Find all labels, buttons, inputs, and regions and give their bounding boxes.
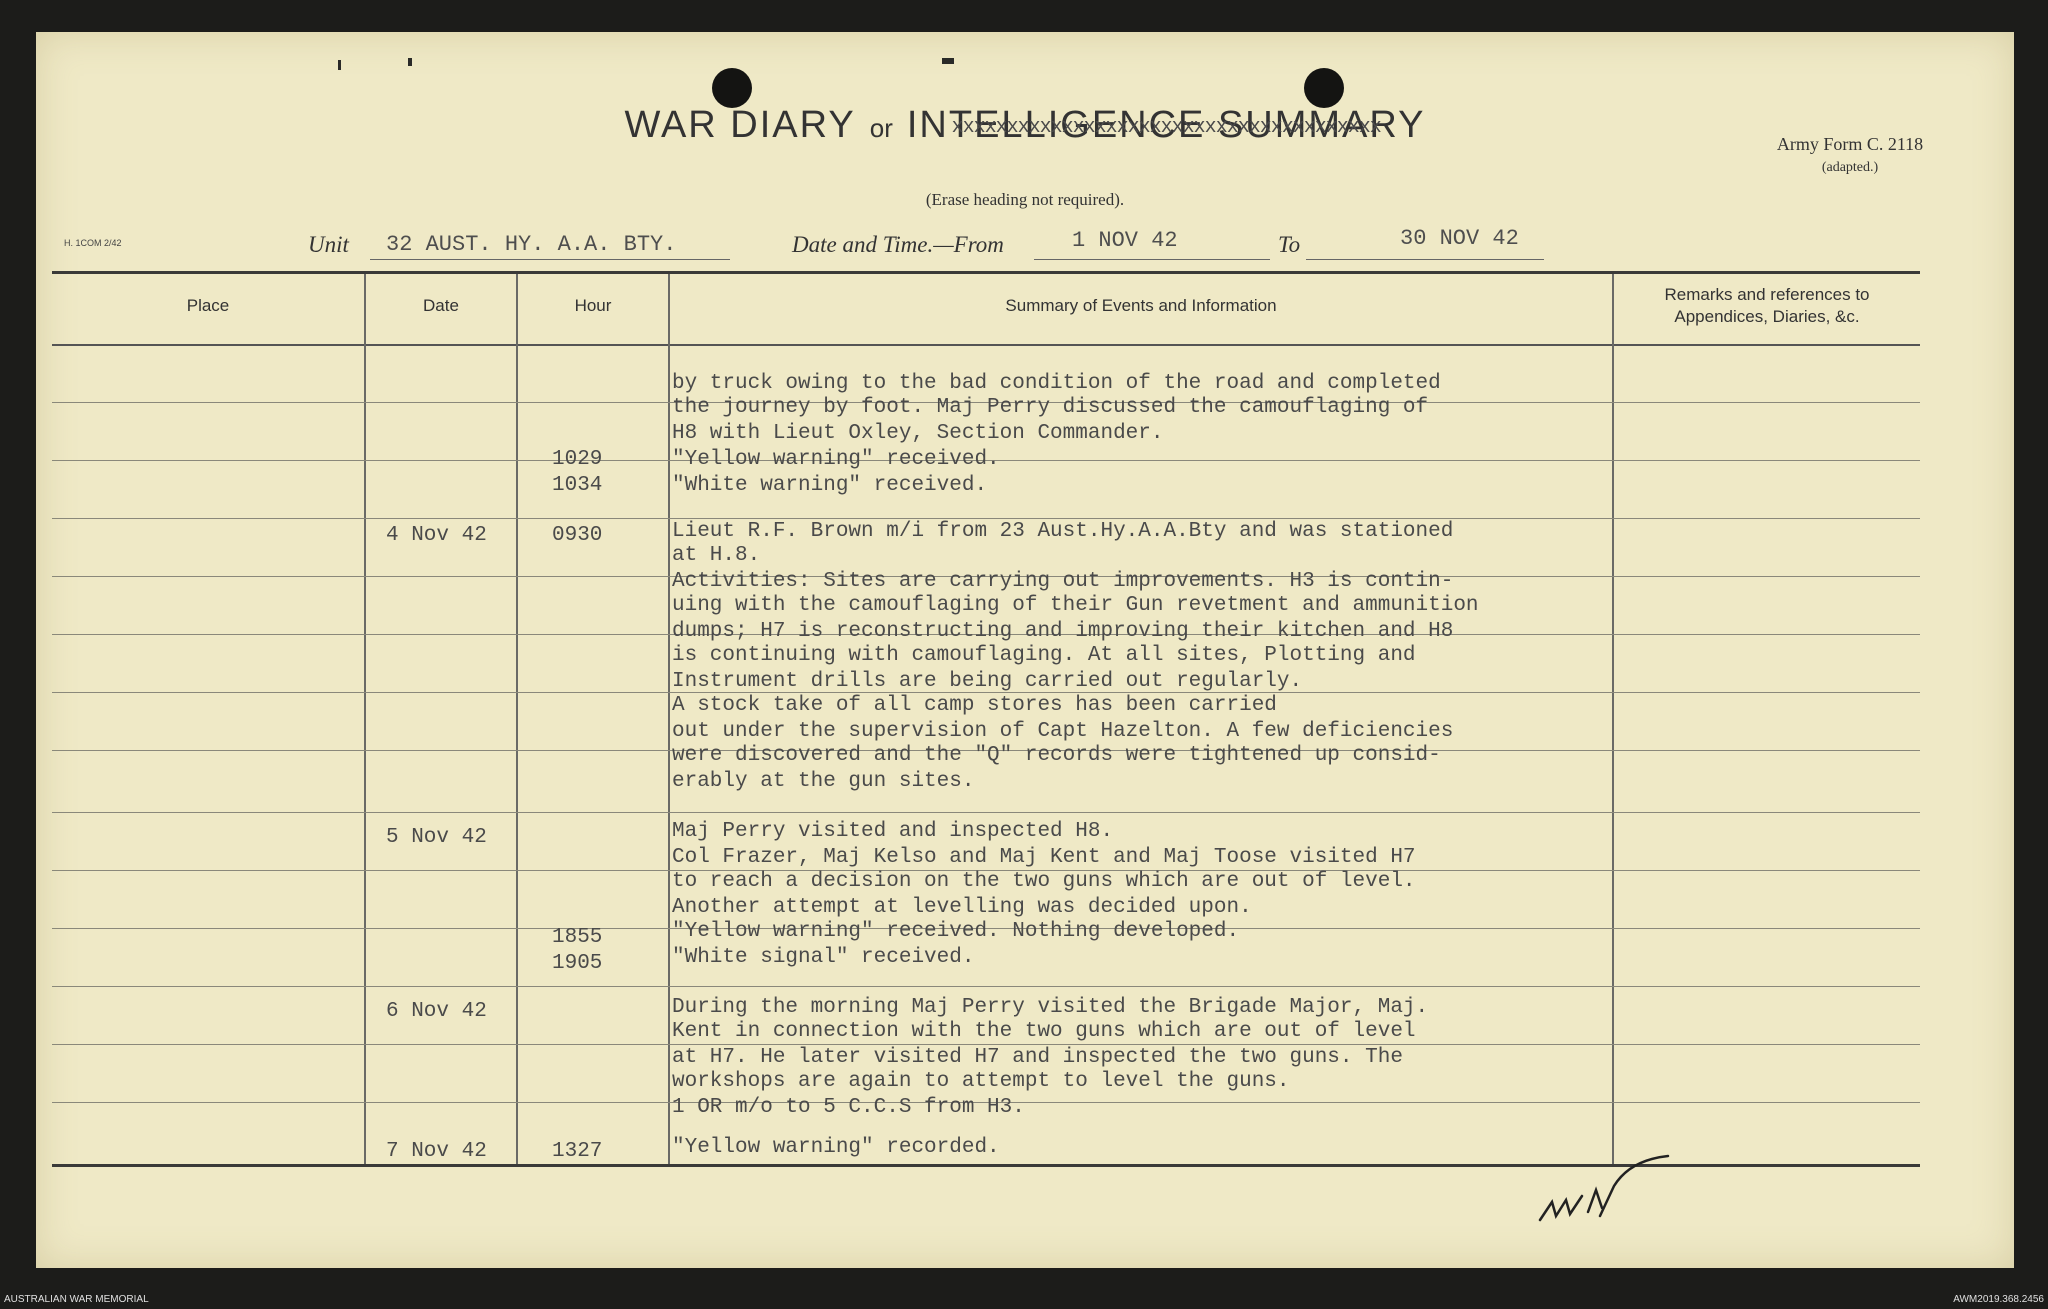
summary-line: erably at the gun sites. [672, 770, 975, 793]
summary-line: Col Frazer, Maj Kelso and Maj Kent and Maj Toose visited H7 [672, 846, 1416, 869]
column-header-hour: Hour [574, 296, 612, 315]
heading-struck: INTELLIGENCE SUMMARY xxxxxxxxxxxxxxxxxxxxxxxxxxxxxxxxxxxxxxx [907, 104, 1426, 146]
column-divider-place [364, 274, 366, 1164]
paper-mark [942, 58, 954, 64]
summary-line: Another attempt at levelling was decided upon. [672, 896, 1252, 919]
summary-line: "White warning" received. [672, 474, 988, 497]
column-divider-hour [668, 274, 670, 1164]
ruled-line [52, 812, 1920, 813]
punch-hole-left [712, 68, 752, 108]
heading-or: or [869, 113, 893, 143]
summary-line: A stock take of all camp stores has been carried [672, 694, 1277, 717]
unit-underline [370, 259, 730, 260]
footer-reference: AWM2019.368.2456 [1953, 1294, 2044, 1305]
entry-hour: 1034 [552, 474, 603, 497]
summary-line: is continuing with camouflaging. At all sites, Plotting and [672, 644, 1416, 667]
unit-label: Unit [308, 232, 349, 257]
summary-line: "Yellow warning" received. [672, 448, 1000, 471]
summary-line: dumps; H7 is reconstructing and improving their kitchen and H8 [672, 620, 1454, 643]
army-form-number: Army Form C. 2118 [1776, 134, 1924, 154]
summary-line: by truck owing to the bad condition of the road and completed [672, 372, 1441, 395]
from-underline [1034, 259, 1270, 260]
summary-line: Activities: Sites are carrying out improvements. H3 is contin- [672, 570, 1454, 593]
summary-line: uing with the camouflaging of their Gun revetment and ammunition [672, 594, 1479, 617]
date-label: Date and Time.—From [792, 232, 1004, 257]
ruled-line [52, 986, 1920, 987]
summary-line: "Yellow warning" recorded. [672, 1136, 1000, 1159]
summary-line: workshops are again to attempt to level the guns. [672, 1070, 1290, 1093]
signature-mark [1530, 1150, 1690, 1230]
column-header-remarks [1614, 284, 1920, 328]
entry-date: 5 Nov 42 [386, 826, 487, 849]
entry-hour: 1029 [552, 448, 603, 471]
summary-line: the journey by foot. Maj Perry discussed the camouflaging of [672, 396, 1429, 419]
entry-date: 7 Nov 42 [386, 1140, 487, 1163]
from-value: 1 NOV 42 [1072, 228, 1178, 253]
page-heading [36, 104, 2014, 147]
form-code: H. 1COM 2/42 [64, 238, 122, 248]
heading-title: WAR DIARY [624, 104, 856, 146]
entry-hour: 0930 [552, 524, 603, 547]
summary-line: "Yellow warning" received. Nothing developed. [672, 920, 1240, 943]
column-header-date: Date [423, 296, 459, 315]
unit-value: 32 AUST. HY. A.A. BTY. [386, 232, 677, 257]
paper-mark [408, 58, 412, 66]
summary-line: Lieut R.F. Brown m/i from 23 Aust.Hy.A.A.Bty and was stationed [672, 520, 1454, 543]
table-top-rule [52, 271, 1920, 274]
summary-line: H8 with Lieut Oxley, Section Commander. [672, 422, 1164, 445]
summary-line: out under the supervision of Capt Hazelton. A few deficiencies [672, 720, 1454, 743]
entry-hour: 1855 [552, 926, 603, 949]
column-divider-date [516, 274, 518, 1164]
army-form-label [1735, 132, 1965, 180]
entry-hour: 1327 [552, 1140, 603, 1163]
to-value: 30 NOV 42 [1400, 226, 1519, 251]
summary-line: to reach a decision on the two guns which are out of level. [672, 870, 1416, 893]
header-divider [52, 344, 1920, 346]
to-underline [1306, 259, 1544, 260]
punch-hole-right [1304, 68, 1344, 108]
ruled-line [52, 1044, 1920, 1045]
ruled-line [52, 518, 1920, 519]
summary-line: During the morning Maj Perry visited the Brigade Major, Maj. [672, 996, 1429, 1019]
column-header-place: Place [186, 296, 230, 315]
summary-line: Instrument drills are being carried out regularly. [672, 670, 1303, 693]
footer-source: AUSTRALIAN WAR MEMORIAL [4, 1294, 149, 1305]
remarks-header-line-2: Appendices, Diaries, &c. [1674, 307, 1860, 326]
entry-date: 6 Nov 42 [386, 1000, 487, 1023]
army-form-adapted: (adapted.) [1821, 160, 1879, 175]
summary-line: Kent in connection with the two guns which are out of level [672, 1020, 1416, 1043]
summary-line: at H7. He later visited H7 and inspected the two guns. The [672, 1046, 1403, 1069]
column-divider-summary [1612, 274, 1614, 1164]
remarks-header-line-1: Remarks and references to [1664, 285, 1870, 304]
entry-date: 4 Nov 42 [386, 524, 487, 547]
to-label: To [1278, 232, 1301, 257]
erase-note: (Erase heading not required). [925, 190, 1125, 209]
summary-line: at H.8. [672, 544, 761, 567]
summary-line: 1 OR m/o to 5 C.C.S from H3. [672, 1096, 1025, 1119]
entry-hour: 1905 [552, 952, 603, 975]
summary-line: "White signal" received. [672, 946, 975, 969]
paper-mark [338, 60, 341, 70]
summary-line: were discovered and the "Q" records were tightened up consid- [672, 744, 1441, 767]
summary-line: Maj Perry visited and inspected H8. [672, 820, 1114, 843]
column-header-summary: Summary of Events and Information [1005, 296, 1277, 315]
